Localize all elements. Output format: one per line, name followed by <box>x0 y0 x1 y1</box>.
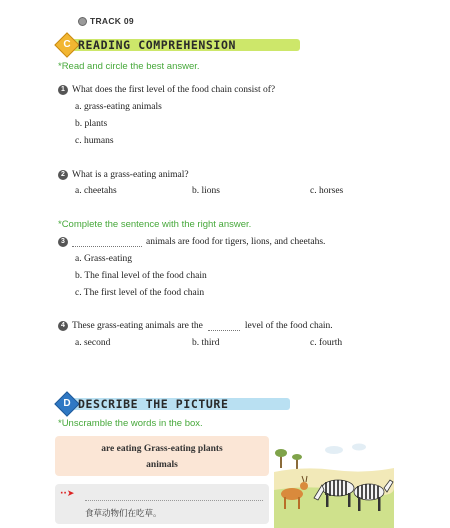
q2-option-c[interactable]: c. horses <box>310 186 344 196</box>
q1-option-c[interactable]: c. humans <box>75 136 114 146</box>
describe-picture-banner <box>58 395 293 413</box>
question-2-text: What is a grass-eating animal? <box>72 170 189 180</box>
section-d-badge: D <box>54 391 79 416</box>
q2-option-b[interactable]: b. lions <box>192 186 220 196</box>
q3-option-b[interactable]: b. The final level of the food chain <box>75 271 207 281</box>
q4-option-a[interactable]: a. second <box>75 338 111 348</box>
arrow-icon: ··➤ <box>60 489 75 499</box>
answer-box <box>55 484 269 524</box>
number-2-icon: 2 <box>58 170 68 180</box>
question-3 <box>58 237 325 247</box>
answer-blank[interactable] <box>208 322 240 331</box>
describe-title: DESCRIBE THE PICTURE <box>78 397 229 411</box>
question-1 <box>58 85 275 95</box>
answer-line[interactable] <box>85 500 263 501</box>
number-1-icon: 1 <box>58 85 68 95</box>
question-4 <box>58 321 333 331</box>
number-4-icon: 4 <box>58 321 68 331</box>
q2-option-a[interactable]: a. cheetahs <box>75 186 117 196</box>
question-4-text-before: These grass-eating animals are the <box>72 321 203 331</box>
reading-instruction: *Read and circle the best answer. <box>58 61 200 72</box>
question-3-text: animals are food for tigers, lions, and cheetahs. <box>146 237 326 247</box>
zebra-savanna-illustration <box>274 440 394 528</box>
q4-option-b[interactable]: b. third <box>192 338 220 348</box>
cd-icon <box>78 17 87 26</box>
q3-option-a[interactable]: a. Grass-eating <box>75 254 132 264</box>
describe-instruction: *Unscramble the words in the box. <box>58 418 203 429</box>
word-box <box>55 436 269 476</box>
section-c-badge: C <box>54 32 79 57</box>
scrambled-words-line-1: are eating Grass-eating plants <box>101 444 223 454</box>
question-4-text-after: level of the food chain. <box>244 321 333 331</box>
number-3-icon: 3 <box>58 237 68 247</box>
q1-option-a[interactable]: a. grass-eating animals <box>75 102 162 112</box>
scrambled-words-line-2: animals <box>146 460 178 470</box>
reading-comprehension-banner <box>58 36 303 54</box>
q1-option-b[interactable]: b. plants <box>75 119 108 129</box>
question-1-text: What does the first level of the food chain consist of? <box>72 85 276 95</box>
q4-option-c[interactable]: c. fourth <box>310 338 343 348</box>
complete-instruction: *Complete the sentence with the right answer. <box>58 219 252 230</box>
chinese-hint: 食草动物们在吃草。 <box>85 509 162 519</box>
q3-option-c[interactable]: c. The first level of the food chain <box>75 288 205 298</box>
answer-blank[interactable] <box>72 238 142 247</box>
track-label: TRACK 09 <box>78 16 134 26</box>
reading-title: READING COMPREHENSION <box>78 38 236 52</box>
question-2 <box>58 170 189 180</box>
